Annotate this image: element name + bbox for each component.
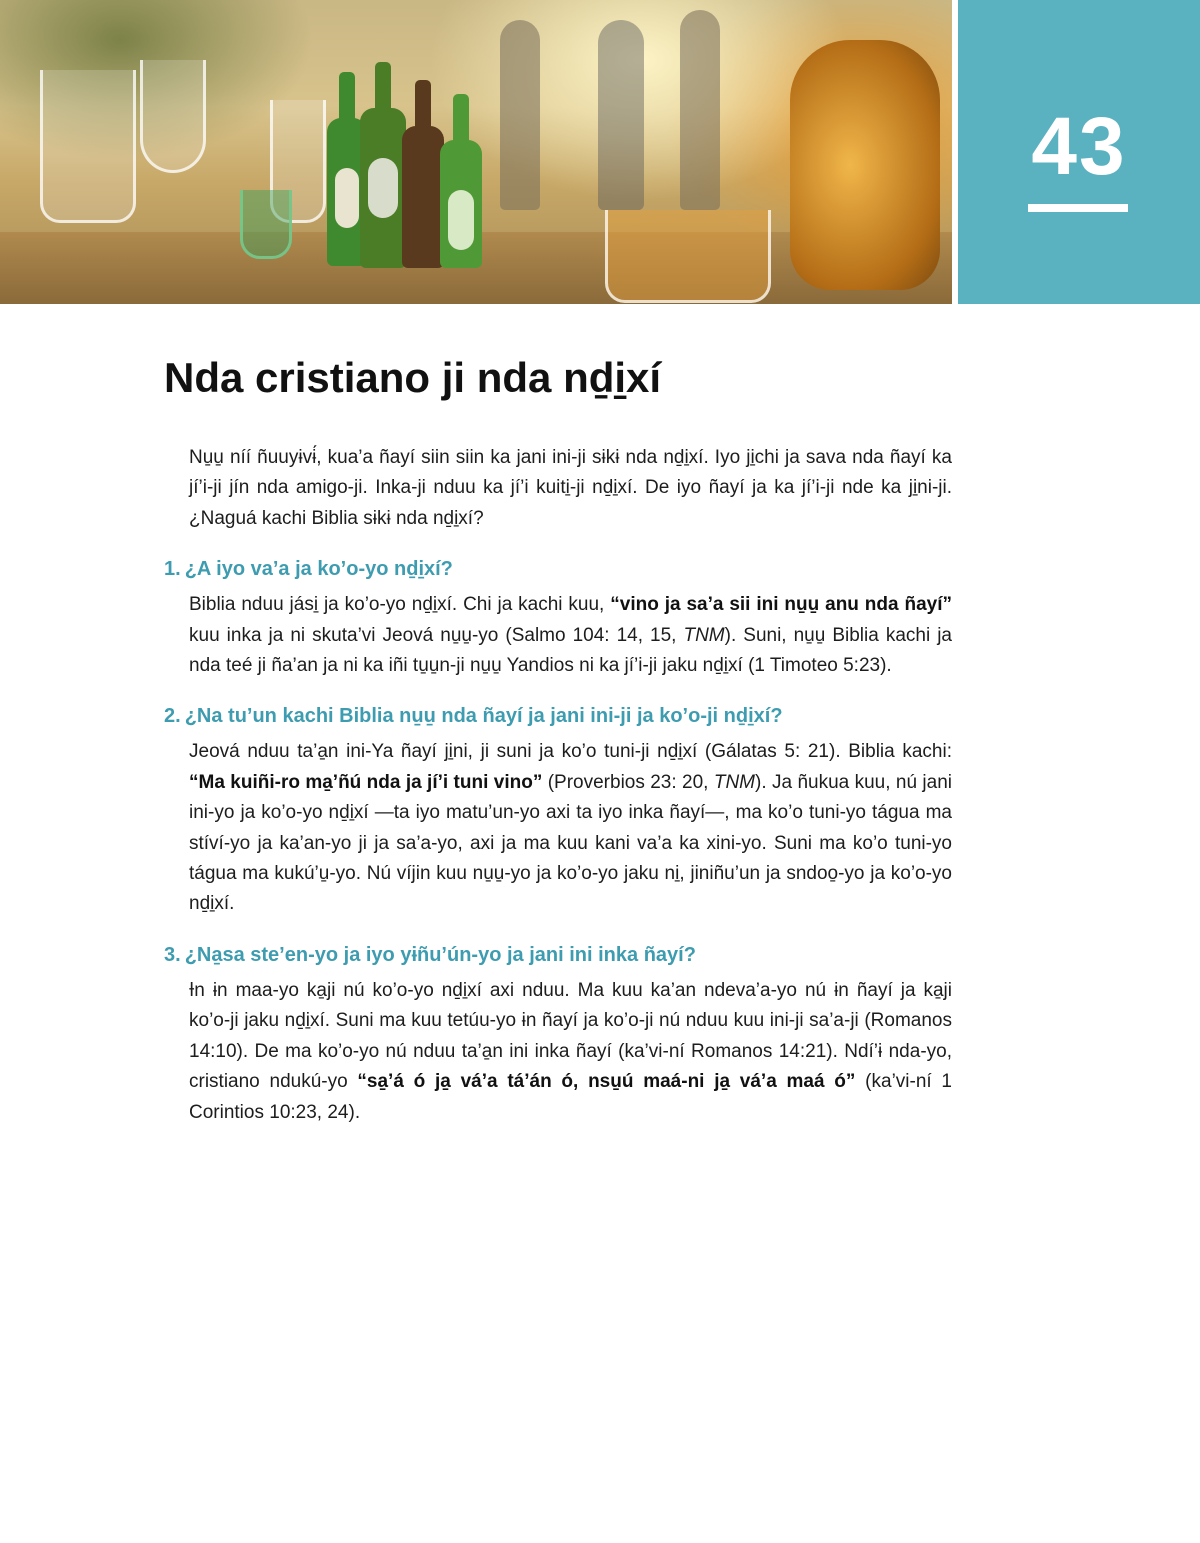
- section-question: [164, 554, 952, 584]
- chapter-underline: [1028, 204, 1128, 212]
- header-photo: [0, 0, 952, 304]
- photo-jug: [790, 40, 940, 290]
- page-title: Nda cristiano ji nda nḏi̱xí: [164, 354, 662, 401]
- paragraph-text: kuu inka ja ni skuta’vi Jeová nu̱u̱-yo (Salmo 104: 14, 15,: [189, 624, 684, 646]
- photo-wine-glass: [140, 60, 206, 173]
- translation-abbreviation: TNM: [683, 624, 725, 646]
- photo-person: [680, 10, 720, 210]
- translation-abbreviation: TNM: [713, 771, 755, 793]
- scripture-quote: “sa̱’á ó ja̱ vá’a tá’án ó, nsu̱ú maá-ni ja̱ vá’a maá ó”: [357, 1071, 856, 1093]
- photo-person: [500, 20, 540, 210]
- question-text: ¿Na tu’un kachi Biblia nu̱u̱ nda ñayí ja jani ini-ji ja ko’o-ji nḏi̱xí?: [184, 705, 783, 728]
- article-body: [164, 443, 952, 1128]
- section-1: [164, 554, 952, 681]
- section-2: [164, 701, 952, 919]
- paragraph-text: Biblia nduu jási̱ ja ko’o-yo nḏi̱xí. Chi ja kachi kuu,: [189, 594, 611, 616]
- section-paragraph: [189, 976, 952, 1128]
- scripture-quote: “Ma kuiñi-ro ma̱’ñú nda ja jí’i tuni vino”: [189, 771, 543, 793]
- paragraph-text: Jeová nduu ta’a̱n ini-Ya ñayí ji̱ni, ji suni ja ko’o tuni-ji nḏi̱xí (Gálatas 5: 21). Biblia kachi:: [189, 741, 952, 763]
- section-3: [164, 940, 952, 1128]
- question-text: ¿Na̱sa ste’en-yo ja iyo yɨñu’ún-yo ja jani ini inka ñayí?: [184, 943, 696, 966]
- chapter-number: 43: [1031, 101, 1127, 192]
- section-paragraph: [189, 737, 952, 919]
- question-number: 2.: [164, 705, 181, 728]
- photo-beer-glass: [605, 210, 771, 303]
- photo-green-glass: [240, 190, 292, 259]
- photo-bottle: [360, 108, 406, 268]
- intro-paragraph: Nu̱u̱ níí ñuuyɨvɨ́, kua’a ñayí siin siin ka jani ini-ji sɨkɨ nda nḏi̱xí. Iyo ji̱chi ja sava nda ñayí ka jí’i-ji jín nda amigo-ji. Inka-ji nduu ka jí’i kuiti̱-ji nḏi̱xí. De iyo ñayí ja ka jí’i-ji nde ka ji̱ni-ji. ¿Naguá kachi Biblia sɨkɨ nda nḏi̱xí?: [189, 447, 952, 529]
- section-paragraph: [189, 590, 952, 681]
- paragraph-text: ). Ja ñukua kuu, nú jani ini-yo ja ko’o-yo nḏi̱xí —ta iyo matu’un-yo axi ta iyo inka ñayí—, ma ko’o tuni-yo tágua ma stíví-yo ja ka’an-yo ji ja sa’a-yo, axi ja ma kuu kani va’a ka xini-yo. Suni ma ko’o tuni-yo tágua ma kukú’u̱-yo. Nú víjin kuu nu̱u̱-yo ja ko’o-yo jaku ni̱, jiniñu’un ja sndoo̱-yo ja ko’o-yo nḏi̱xí.: [189, 771, 952, 915]
- photo-bottle: [440, 140, 482, 268]
- section-question: [164, 940, 952, 970]
- question-number: 1.: [164, 558, 181, 581]
- scripture-quote: “vino ja sa’a sii ini nu̱u̱ anu nda ñayí”: [610, 594, 952, 616]
- photo-person: [598, 20, 644, 210]
- paragraph-text: (ka’vi-ní 1 Corintios 10:23, 24).: [189, 1071, 953, 1123]
- chapter-badge: [958, 0, 1200, 304]
- photo-bottle: [402, 126, 444, 268]
- photo-glass: [40, 70, 136, 223]
- paragraph-text: (Proverbios 23: 20,: [542, 771, 714, 793]
- question-text: ¿A iyo va’a ja ko’o-yo nḏi̱xí?: [184, 558, 453, 581]
- paragraph-text: Ɨn ɨn maa-yo ka̱ji nú ko’o-yo nḏi̱xí axi nduu. Ma kuu ka’an ndeva’a-yo nú ɨn ñayí ja ka̱ji ko’o-ji jaku nḏi̱xí. Suni ma kuu tetúu-yo ɨn ñayí ja ko’o-ji nú nduu kuu ini-ji sa’a-ji (Romanos 14:10). De ma ko’o-yo nú nduu ta’a̱n ini inka ñayí (ka’vi-ní Romanos 14:21). Ndí’ɨ nda-yo, cristiano ndukú-yo: [189, 979, 952, 1093]
- question-number: 3.: [164, 943, 181, 966]
- paragraph-text: ). Suni, nu̱u̱ Biblia kachi ja nda teé ji ña’an ja ni ka iñi tu̱u̱n-ji nu̱u̱ Yandios ni ka jí’i-ji jaku nḏi̱xí (1 Timoteo 5:23).: [189, 624, 952, 677]
- section-question: [164, 701, 952, 731]
